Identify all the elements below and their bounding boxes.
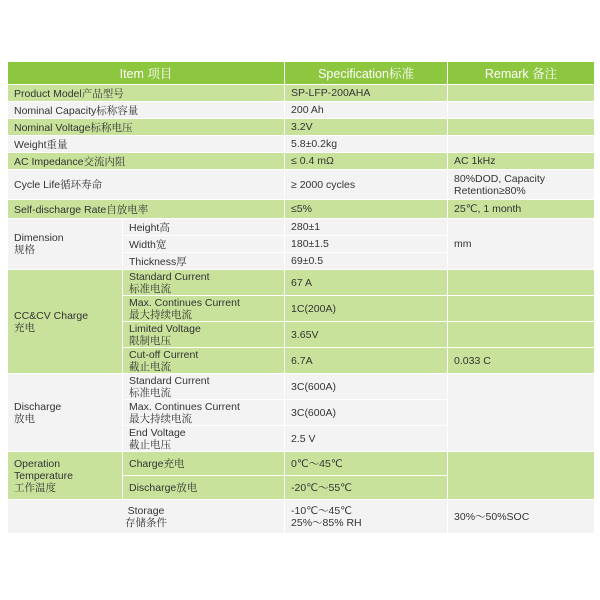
sub-en: End Voltage bbox=[129, 426, 186, 439]
sub-cn: 标准电流 bbox=[129, 282, 171, 295]
cell-spec: 3.65V bbox=[285, 322, 448, 348]
cell-spec: 1C(200A) bbox=[285, 296, 448, 322]
row-product-model bbox=[8, 85, 595, 102]
label-en: Storage bbox=[127, 504, 165, 517]
sub-en: Standard Current bbox=[129, 270, 210, 283]
discharge-label bbox=[8, 374, 123, 452]
cell-spec: 3C(600A) bbox=[285, 374, 448, 400]
sub-en: Standard Current bbox=[129, 374, 210, 387]
storage-label bbox=[8, 500, 285, 534]
sub-en: Cut-off Current bbox=[129, 348, 199, 361]
sub-cn: 限制电压 bbox=[129, 334, 171, 347]
row-discharge-standard-current bbox=[8, 374, 595, 400]
cell-item: Product Model产品型号 bbox=[8, 85, 285, 102]
sub-en: Limited Voltage bbox=[129, 322, 201, 335]
cell-remark bbox=[448, 170, 595, 200]
sub-cn: 最大持续电流 bbox=[129, 308, 192, 321]
cell-remark bbox=[448, 119, 595, 136]
cell-sub bbox=[123, 400, 285, 426]
cell-remark: AC 1kHz bbox=[448, 153, 595, 170]
spec-line: -10℃～45℃ bbox=[291, 504, 352, 517]
cell-remark bbox=[448, 102, 595, 119]
header-spec: Specification标准 bbox=[285, 62, 448, 85]
row-storage bbox=[8, 500, 595, 534]
operation-label bbox=[8, 452, 123, 500]
header-item: Item 项目 bbox=[8, 62, 285, 85]
cell-item: Cycle Life循环寿命 bbox=[8, 170, 285, 200]
cell-item: Nominal Voltage标称电压 bbox=[8, 119, 285, 136]
label-en: Discharge bbox=[14, 400, 62, 413]
sub-cn: 标准电流 bbox=[129, 386, 171, 399]
cell-spec: 3C(600A) bbox=[285, 400, 448, 426]
label-en: CC&CV Charge bbox=[14, 309, 89, 322]
row-charge-standard-current bbox=[8, 270, 595, 296]
row-cycle-life bbox=[8, 170, 595, 200]
label-cn: 存储条件 bbox=[125, 516, 167, 529]
label-en: Dimension bbox=[14, 232, 64, 244]
cell-spec: 3.2V bbox=[285, 119, 448, 136]
label-line: 工作温度 bbox=[14, 481, 56, 494]
label-cn: 充电 bbox=[14, 321, 35, 334]
cell-sub: Discharge放电 bbox=[123, 476, 285, 500]
sub-cn: 截止电压 bbox=[129, 438, 171, 451]
cell-spec: 180±1.5 bbox=[285, 236, 448, 253]
discharge-remark bbox=[448, 374, 595, 452]
sub-cn: 截止电流 bbox=[129, 360, 171, 373]
cell-spec: ≤ 0.4 mΩ bbox=[285, 153, 448, 170]
dimension-remark: mm bbox=[448, 219, 595, 270]
cell-remark bbox=[448, 296, 595, 322]
cell-sub: Height高 bbox=[123, 219, 285, 236]
cell-spec: ≤5% bbox=[285, 200, 448, 219]
storage-remark: 30%～50%SOC bbox=[448, 500, 595, 534]
row-dimension-height bbox=[8, 219, 595, 236]
row-nominal-capacity bbox=[8, 102, 595, 119]
specification-table bbox=[7, 61, 595, 534]
cell-spec: 69±0.5 bbox=[285, 253, 448, 270]
cell-spec: -20℃～55℃ bbox=[285, 476, 448, 500]
cell-spec: 200 Ah bbox=[285, 102, 448, 119]
cell-spec: 5.8±0.2kg bbox=[285, 136, 448, 153]
operation-remark bbox=[448, 452, 595, 500]
cell-sub bbox=[123, 322, 285, 348]
cell-item: Weight重量 bbox=[8, 136, 285, 153]
cell-spec: 0℃～45℃ bbox=[285, 452, 448, 476]
row-ac-impedance bbox=[8, 153, 595, 170]
storage-spec bbox=[285, 500, 448, 534]
cell-sub bbox=[123, 296, 285, 322]
cell-item: Self-discharge Rate自放电率 bbox=[8, 200, 285, 219]
label-line: Operation bbox=[14, 457, 61, 470]
header-remark: Remark 备注 bbox=[448, 62, 595, 85]
cell-sub: Charge充电 bbox=[123, 452, 285, 476]
row-self-discharge bbox=[8, 200, 595, 219]
cell-sub bbox=[123, 348, 285, 374]
charge-label bbox=[8, 270, 123, 374]
row-weight bbox=[8, 136, 595, 153]
cell-sub: Width宽 bbox=[123, 236, 285, 253]
sub-en: Max. Continues Current bbox=[129, 296, 240, 309]
remark-line: 80%DOD, Capacity bbox=[454, 172, 546, 185]
label-line: Temperature bbox=[14, 469, 73, 482]
dimension-label bbox=[8, 219, 123, 270]
row-nominal-voltage bbox=[8, 119, 595, 136]
sub-cn: 最大持续电流 bbox=[129, 412, 192, 425]
cell-spec: 2.5 V bbox=[285, 426, 448, 452]
cell-remark: 25℃, 1 month bbox=[448, 200, 595, 219]
cell-remark: 0.033 C bbox=[448, 348, 595, 374]
spec-line: 25%～85% RH bbox=[291, 516, 362, 529]
cell-spec: SP-LFP-200AHA bbox=[285, 85, 448, 102]
label-cn: 规格 bbox=[14, 244, 35, 256]
cell-remark bbox=[448, 270, 595, 296]
cell-spec: 6.7A bbox=[285, 348, 448, 374]
sub-en: Max. Continues Current bbox=[129, 400, 240, 413]
remark-line: Retention≥80% bbox=[454, 184, 526, 197]
cell-sub bbox=[123, 426, 285, 452]
cell-sub bbox=[123, 270, 285, 296]
cell-sub bbox=[123, 374, 285, 400]
cell-item: Nominal Capacity标称容量 bbox=[8, 102, 285, 119]
cell-spec: ≥ 2000 cycles bbox=[285, 170, 448, 200]
cell-spec: 67 A bbox=[285, 270, 448, 296]
cell-remark bbox=[448, 322, 595, 348]
cell-remark bbox=[448, 85, 595, 102]
cell-item: AC Impedance交流内阻 bbox=[8, 153, 285, 170]
cell-spec: 280±1 bbox=[285, 219, 448, 236]
label-cn: 放电 bbox=[14, 412, 35, 425]
table-header-row bbox=[8, 62, 595, 85]
cell-remark bbox=[448, 136, 595, 153]
cell-sub: Thickness厚 bbox=[123, 253, 285, 270]
row-operation-charge bbox=[8, 452, 595, 476]
